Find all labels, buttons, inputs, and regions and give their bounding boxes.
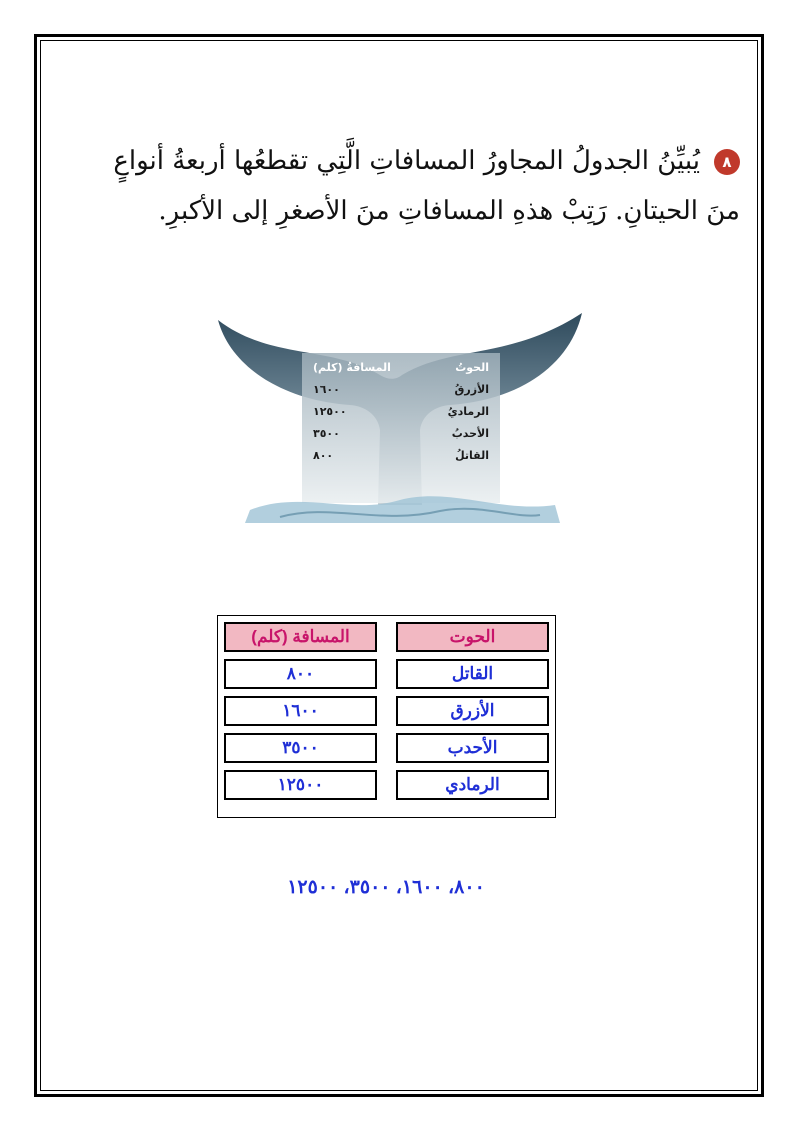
question-line-1	[113, 136, 740, 186]
illustration-row	[305, 401, 497, 423]
illustration-row	[305, 423, 497, 445]
question-line-2: منَ الحيتانِ. رَتِبْ هذهِ المسافاتِ منَ الأصغرِ إلى الأكبرِ.	[158, 196, 740, 226]
cell-whale: القاتل	[396, 659, 549, 689]
table-row	[224, 696, 549, 726]
illustration-table	[305, 357, 497, 467]
sorted-answer: ٨٠٠، ١٦٠٠، ٣٥٠٠، ١٢٥٠٠	[287, 877, 485, 898]
illustration-cell-distance: ٣٥٠٠	[313, 427, 340, 440]
cell-distance: ١٦٠٠	[224, 696, 377, 726]
question-number-badge: ٨	[714, 149, 740, 175]
illustration-header-distance: المسافةُ (كلم)	[313, 361, 391, 374]
table-row	[224, 770, 549, 800]
illustration-cell-whale: الأزرقُ	[454, 383, 489, 396]
cell-distance: ٨٠٠	[224, 659, 377, 689]
cell-distance: ١٢٥٠٠	[224, 770, 377, 800]
illustration-cell-distance: ١٢٥٠٠	[313, 405, 347, 418]
illustration-header-whale: الحوتُ	[455, 361, 489, 374]
cell-whale: الأحدب	[396, 733, 549, 763]
illustration-cell-distance: ٨٠٠	[313, 449, 334, 462]
header-distance: المسافة (كلم)	[224, 622, 377, 652]
answer-table-header	[224, 622, 549, 652]
illustration-cell-whale: الأحدبُ	[451, 427, 489, 440]
question-line-1-text: يُبيِّنُ الجدولُ المجاورُ المسافاتِ الَّتِي تقطعُها أربعةُ أنواعٍ	[113, 146, 700, 176]
cell-whale: الأزرق	[396, 696, 549, 726]
table-row	[224, 733, 549, 763]
illustration-cell-distance: ١٦٠٠	[313, 383, 340, 396]
cell-distance: ٣٥٠٠	[224, 733, 377, 763]
illustration-row	[305, 445, 497, 467]
illustration-cell-whale: القاتلُ	[455, 449, 489, 462]
table-row	[224, 659, 549, 689]
illustration-table-header	[305, 357, 497, 379]
answer-table	[217, 615, 556, 818]
cell-whale: الرمادي	[396, 770, 549, 800]
illustration-cell-whale: الرماديُ	[447, 405, 489, 418]
question-text	[113, 136, 740, 236]
whale-tail-illustration	[210, 305, 590, 530]
illustration-row	[305, 379, 497, 401]
header-whale: الحوت	[396, 622, 549, 652]
